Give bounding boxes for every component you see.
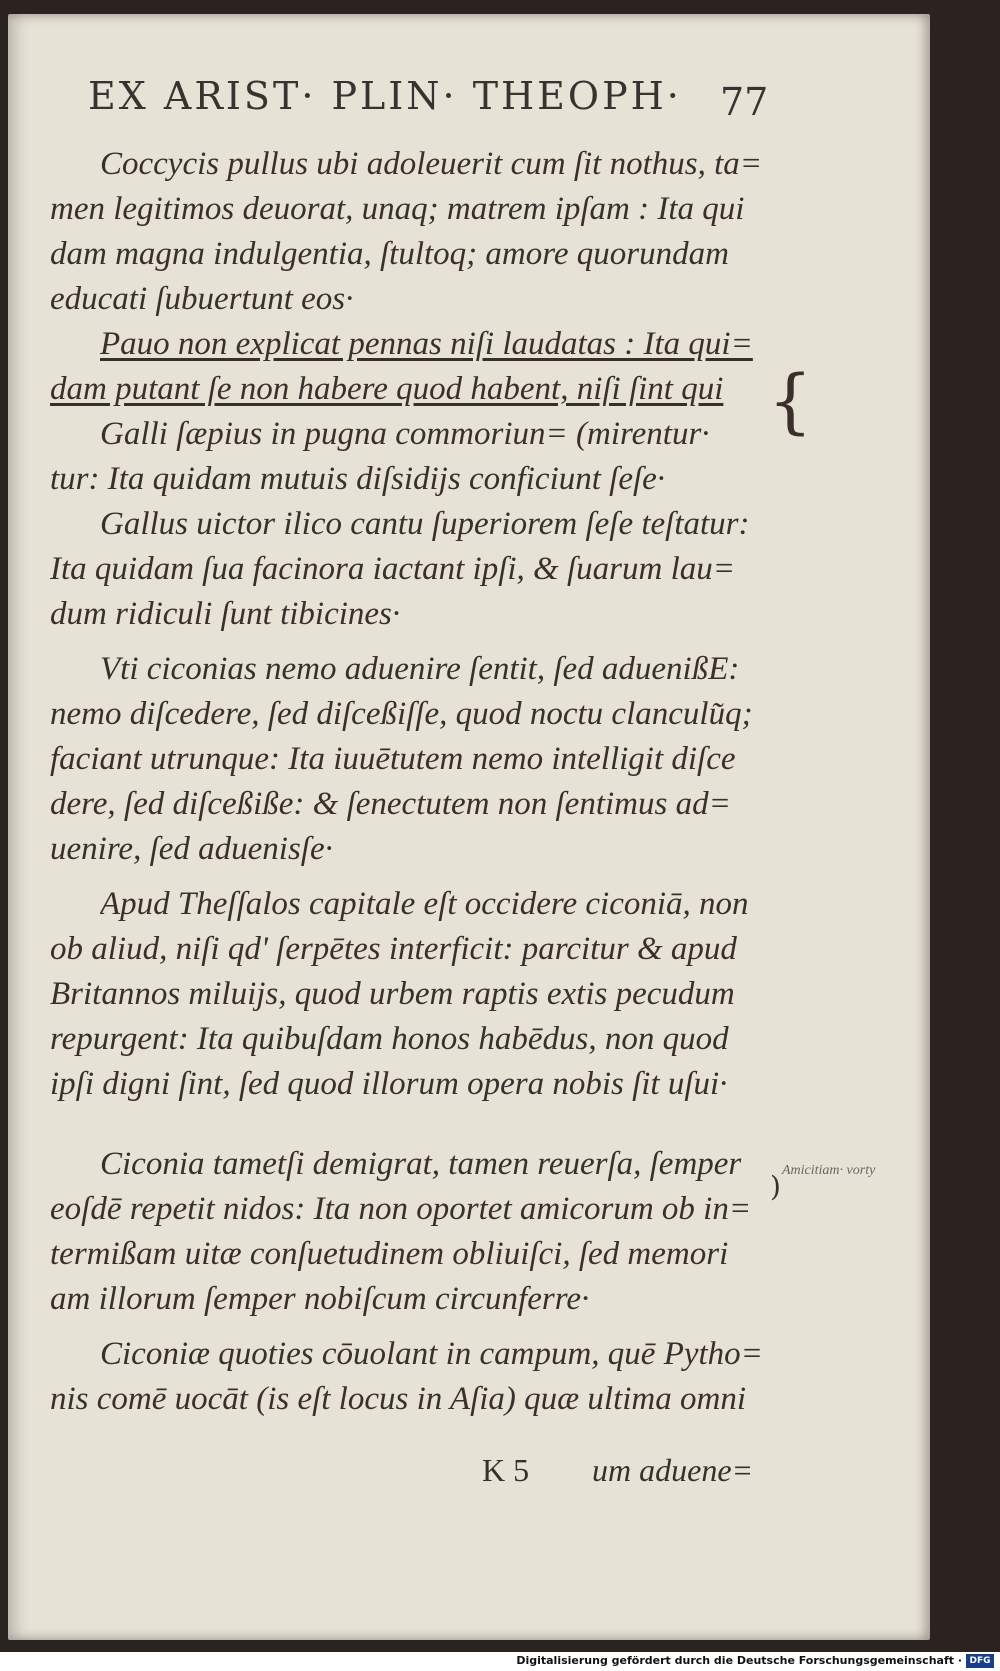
text-line-10: Ita quidam ſua facinora iactant ipſi, & ſuarum lau= (50, 551, 736, 587)
marginal-note: Amicitiam· vorty (782, 1163, 876, 1178)
catchword: um aduene= (592, 1452, 754, 1488)
text-line-3: dam magna indulgentia, ſtultoq; amore quorundam (50, 236, 729, 272)
text-line-9: Gallus uictor ilico cantu ſuperiorem ſeſe teſtatur: (100, 506, 750, 542)
text-line-22: Ciconia tametſi demigrat, tamen reuerſa, ſemper (100, 1146, 742, 1182)
text-line-17: Apud Theſſalos capitale eſt occidere ciconiā, non (100, 886, 749, 922)
margin-bracket-icon: { (768, 360, 813, 442)
signature-mark: K 5 (482, 1452, 530, 1488)
text-line-13: nemo diſcedere, ſed diſceßiſſe, quod noctu clanculu͂q; (50, 696, 753, 732)
text-line-2: men legitimos deuorat, unaq; matrem ipſam : Ita qui (50, 191, 745, 227)
text-line-20: repurgent: Ita quibuſdam honos habēdus, non quod (50, 1021, 729, 1057)
text-line-12: Vti ciconias nemo aduenire ſentit, ſed aduenißE: (100, 651, 740, 687)
text-line-5-underlined: Pauo non explicat pennas niſi laudatas : Ita qui= (100, 326, 753, 362)
text-line-18: ob aliud, niſi qd' ſerpētes interficit: parcitur & apud (50, 931, 737, 967)
text-line-7: Galli ſæpius in pugna commoriun= (mirentur· (100, 416, 710, 452)
text-line-4: educati ſubuertunt eos· (50, 281, 354, 317)
text-line-11: dum ridiculi ſunt tibicines· (50, 596, 401, 632)
page-number: 77 (720, 80, 769, 124)
text-line-8: tur: Ita quidam mutuis diſsidijs conficiunt ſeſe· (50, 461, 666, 497)
margin-tick-icon: ) (770, 1170, 781, 1203)
text-line-15: dere, ſed diſceßiße: & ſenectutem non ſentimus ad= (50, 786, 731, 822)
running-title: EX ARIST· PLIN· THEOPH· (88, 74, 682, 118)
text-line-6-underlined: dam putant ſe non habere quod habent, niſi ſint qui (50, 371, 724, 407)
text-line-19: Britannos miluijs, quod urbem raptis extis pecudum (50, 976, 735, 1012)
text-line-26: Ciconiæ quoties cōuolant in campum, quē Pytho= (100, 1336, 763, 1372)
footer-credit: Digitalisierung gefördert durch die Deutsche Forschungsgemeinschaft · (516, 1654, 962, 1667)
text-line-16: uenire, ſed aduenisſe· (50, 831, 333, 867)
text-line-25: am illorum ſemper nobiſcum circunferre· (50, 1281, 590, 1317)
footer-bar (0, 1652, 1000, 1671)
text-line-21: ipſi digni ſint, ſed quod illorum opera nobis ſit uſui· (50, 1066, 728, 1102)
dfg-logo: DFG (966, 1654, 994, 1668)
text-line-24: termißam uitæ conſuetudinem obliuiſci, ſed memori (50, 1236, 729, 1272)
text-line-27: nis comē uocāt (is eſt locus in Aſia) quæ ultima omni (50, 1381, 746, 1417)
text-line-23: eoſdē repetit nidos: Ita non oportet amicorum ob in= (50, 1191, 752, 1227)
text-line-14: faciant utrunque: Ita iuuētutem nemo intelligit diſce (50, 741, 736, 777)
text-line-1: Coccycis pullus ubi adoleuerit cum ſit nothus, ta= (100, 146, 763, 182)
